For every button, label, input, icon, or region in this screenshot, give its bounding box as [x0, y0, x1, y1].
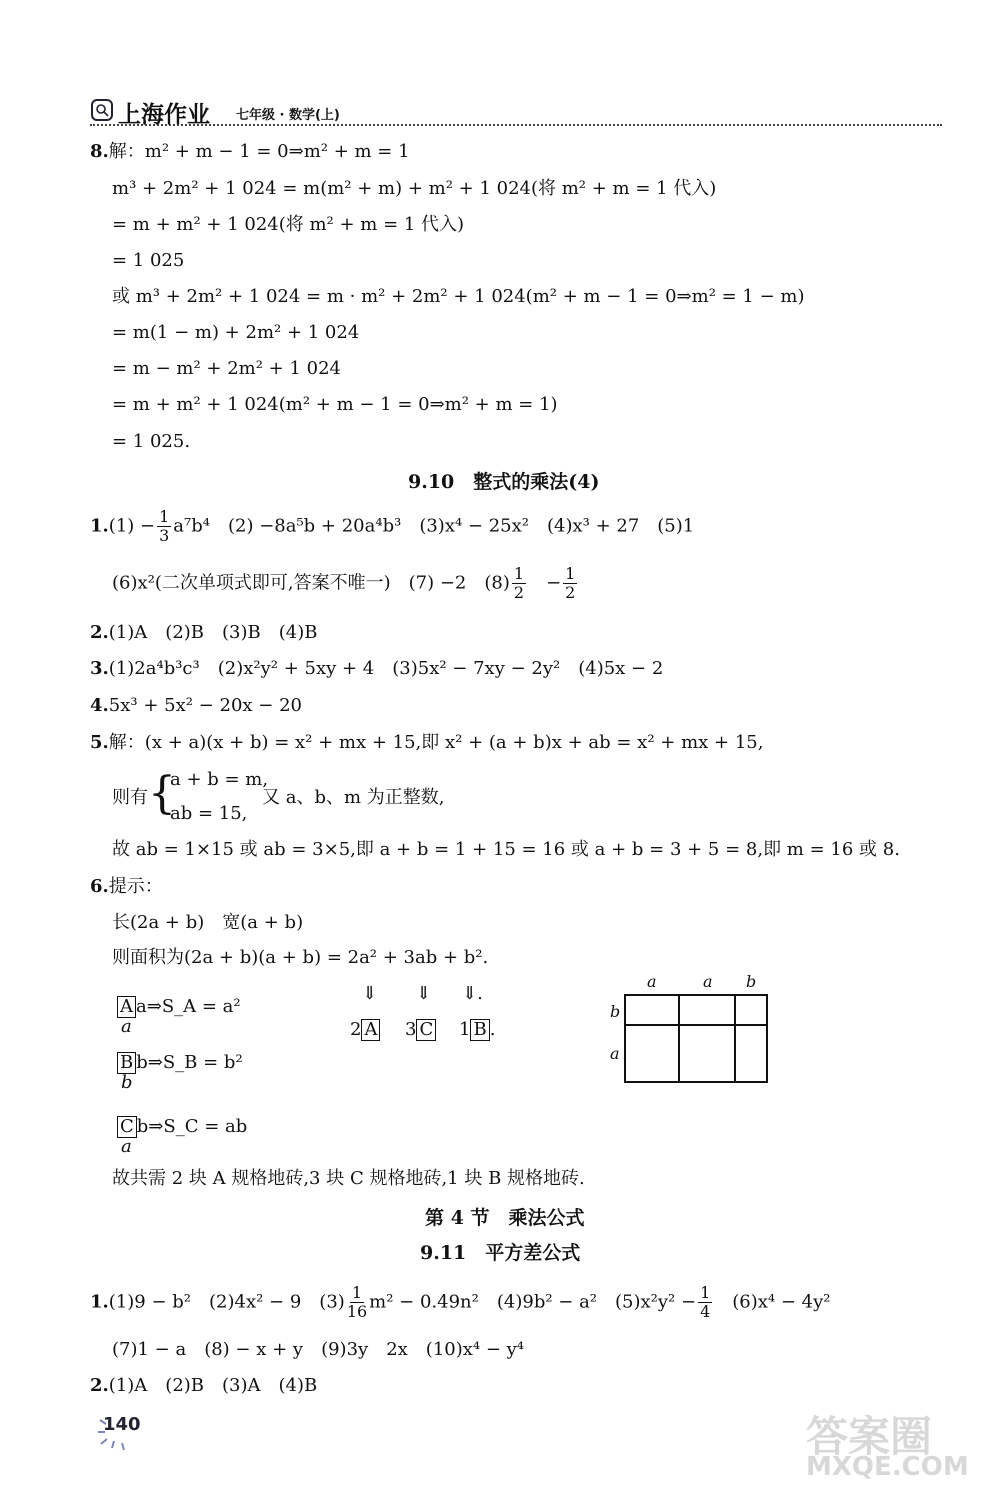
p8-line2: m³ + 2m² + 1 024 = m(m² + m) + m² + 1 024(将 m² + m = 1 代入)	[112, 178, 717, 199]
down-arrow-icon: ⇓	[362, 983, 378, 1004]
tile-c-under: a	[121, 1136, 132, 1157]
p8-line4: = 1 025	[112, 250, 185, 271]
fraction: $\frac{1}{2}$	[513, 564, 525, 602]
section-9-11-title: 9.11 平方差公式	[420, 1242, 581, 1264]
s911-q2: 2.(1)A (2)B (3)A (4)B	[90, 1375, 318, 1396]
grid-top-label: a	[647, 972, 657, 991]
p8-line9: = 1 025.	[112, 431, 191, 452]
header	[90, 96, 950, 132]
grid-left-label: a	[610, 1044, 620, 1063]
s910-q6-line1: 长(2a + b) 宽(a + b)	[112, 912, 304, 933]
p8-line8: = m + m² + 1 024(m² + m − 1 = 0⇒m² + m = 1)	[112, 394, 558, 415]
grid-left-label: b	[610, 1002, 621, 1021]
s910-q5-line1: 5.解：(x + a)(x + b) = x² + mx + 15,即 x² + (a + b)x + ab = x² + mx + 15,	[90, 732, 764, 753]
s910-q6-title: 6.提示：	[90, 876, 163, 897]
tile-b-under: b	[121, 1072, 133, 1093]
fraction: $\frac{1}{2}$	[565, 564, 576, 602]
watermark-logo: 答案圈	[806, 1412, 933, 1461]
p8-line5: 或 m³ + 2m² + 1 024 = m · m² + 2m² + 1 024(m² + m − 1 = 0⇒m² = 1 − m)	[112, 286, 805, 307]
s911-q1-line2: (7)1 − a (8) − x + y (9)3y 2x (10)x⁴ − y⁴	[112, 1339, 525, 1360]
tile-a: A a⇒S_A = a²	[117, 995, 241, 1019]
area-grid-diagram	[600, 970, 780, 1090]
s910-q1-line1: 1.(1) − $\frac{1}{3}$ a⁷b⁴ (2) −8a⁵b + 20a⁴b³ (3)x⁴ − 25x² (4)x³ + 27 (5)1	[90, 507, 695, 545]
grid-top-label: a	[703, 972, 713, 991]
count-a: 2 A	[350, 1018, 380, 1042]
page-number: 140	[103, 1414, 141, 1435]
s910-q5-line3: 故 ab = 1×15 或 ab = 3×5,即 a + b = 1 + 15 = 16 或 a + b = 3 + 5 = 8,即 m = 16 或 8.	[112, 839, 900, 860]
s910-q6-line2: 则面积为(2a + b)(a + b) = 2a² + 3ab + b².	[112, 947, 489, 968]
watermark-url: MXQE.COM	[806, 1452, 969, 1482]
s910-q2: 2.(1)A (2)B (3)B (4)B	[90, 622, 318, 643]
s910-q4: 4.5x³ + 5x² − 20x − 20	[90, 695, 302, 716]
count-c: 3 C	[405, 1018, 436, 1042]
header-divider	[90, 124, 942, 126]
fraction: $\frac{1}{4}$	[700, 1283, 711, 1321]
grid-top-label: b	[746, 972, 757, 991]
s910-q3: 3.(1)2a⁴b³c³ (2)x²y² + 5xy + 4 (3)5x² − 7xy − 2y² (4)5x − 2	[90, 658, 664, 679]
down-arrow-icon: ⇓	[416, 983, 432, 1004]
s911-q1-line1: 1.(1)9 − b² (2)4x² − 9 (3) $\frac{1}{16}$ m² − 0.49n² (4)9b² − a² (5)x²y² − $\frac{1}{4}$ (6)x⁴ − 4y²	[90, 1283, 831, 1321]
s910-q5-system: 则有 { a + b = m, ab = 15, 又 a、b、m 为正整数,	[112, 768, 445, 824]
p8-line1: 8.解：m² + m − 1 = 0⇒m² + m = 1	[90, 141, 410, 162]
tile-b: B b⇒S_B = b²	[117, 1051, 243, 1075]
count-b: 1 B .	[459, 1019, 496, 1040]
p8-line6: = m(1 − m) + 2m² + 1 024	[112, 322, 360, 343]
section-9-10-title: 9.10 整式的乘法(4)	[408, 471, 600, 493]
s910-q6-conclusion: 故共需 2 块 A 规格地砖,3 块 C 规格地砖,1 块 B 规格地砖.	[112, 1168, 585, 1189]
header-subtitle: 七年级 · 数学(上)	[236, 108, 340, 123]
part-4-title: 第 4 节 乘法公式	[425, 1207, 585, 1229]
tile-a-under: a	[121, 1016, 132, 1037]
fraction: $\frac{1}{3}$	[159, 507, 170, 545]
s910-q1-line2: (6)x²(二次单项式即可,答案不唯一) (7) −2 (8) $\frac{1}{2}$ − $\frac{1}{2}$	[112, 564, 576, 602]
header-title: 上海作业	[118, 102, 210, 128]
tile-c: C b⇒S_C = ab	[117, 1115, 247, 1139]
fraction: $\frac{1}{16}$	[346, 1283, 368, 1321]
down-arrow-icon: ⇓.	[462, 983, 483, 1004]
p8-line7: = m − m² + 2m² + 1 024	[112, 358, 341, 379]
brace-icon: {	[148, 768, 176, 819]
grid-lines	[624, 994, 768, 1084]
p8-line3: = m + m² + 1 024(将 m² + m = 1 代入)	[112, 214, 465, 235]
